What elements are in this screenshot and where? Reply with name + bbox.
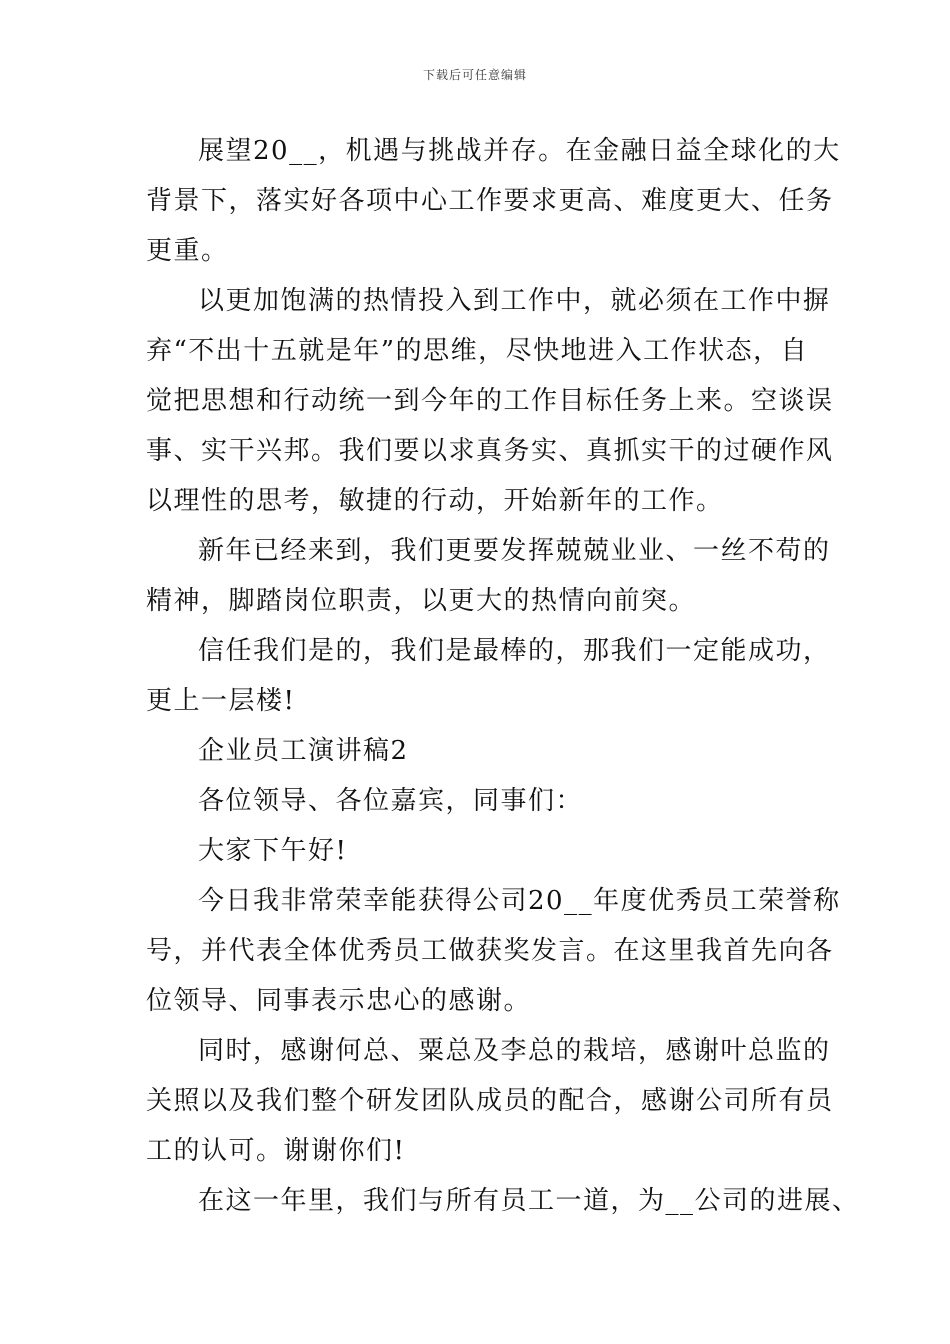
text-line: 号，并代表全体优秀员工做获奖发言。在这里我首先向各: [146, 936, 834, 966]
text-line: 在这一年里，我们与所有员工一道，为__公司的进展、: [198, 1186, 860, 1216]
text-line: 更重。: [146, 236, 229, 266]
text-line: 觉把思想和行动统一到今年的工作目标任务上来。空谈误: [146, 386, 834, 416]
section-title: 企业员工演讲稿2: [198, 736, 409, 766]
text-line: 关照以及我们整个研发团队成员的配合，感谢公司所有员: [146, 1086, 834, 1116]
text-line: 同时，感谢何总、粟总及李总的栽培，感谢叶总监的: [198, 1036, 831, 1066]
text-line: 事、实干兴邦。我们要以求真务实、真抓实干的过硬作风: [146, 436, 834, 466]
text-line: 以更加饱满的热情投入到工作中，就必须在工作中摒: [198, 286, 831, 316]
text-line: 更上一层楼!: [146, 686, 296, 716]
text-line: 信任我们是的，我们是最棒的，那我们一定能成功，: [198, 636, 831, 666]
text-line: 工的认可。谢谢你们!: [146, 1136, 406, 1166]
salutation: 各位领导、各位嘉宾，同事们：: [198, 786, 584, 816]
document-body: [146, 126, 860, 1226]
text-line: 新年已经来到，我们更要发挥兢兢业业、一丝不苟的: [198, 536, 831, 566]
text-line: 精神，脚踏岗位职责，以更大的热情向前突。: [146, 586, 697, 616]
text-line: 今日我非常荣幸能获得公司20__年度优秀员工荣誉称: [198, 886, 841, 916]
text-line: 展望20__，机遇与挑战并存。在金融日益全球化的大: [198, 136, 841, 166]
header-note: 下载后可任意编辑: [422, 68, 527, 82]
text-line: 位领导、同事表示忠心的感谢。: [146, 986, 532, 1016]
text-line: 以理性的思考，敏捷的行动，开始新年的工作。: [146, 486, 724, 516]
greeting: 大家下午好!: [198, 836, 348, 866]
text-line: 弃“不出十五就是年”的思维，尽快地进入工作状态，自: [146, 336, 809, 366]
text-line: 背景下，落实好各项中心工作要求更高、难度更大、任务: [146, 186, 834, 216]
